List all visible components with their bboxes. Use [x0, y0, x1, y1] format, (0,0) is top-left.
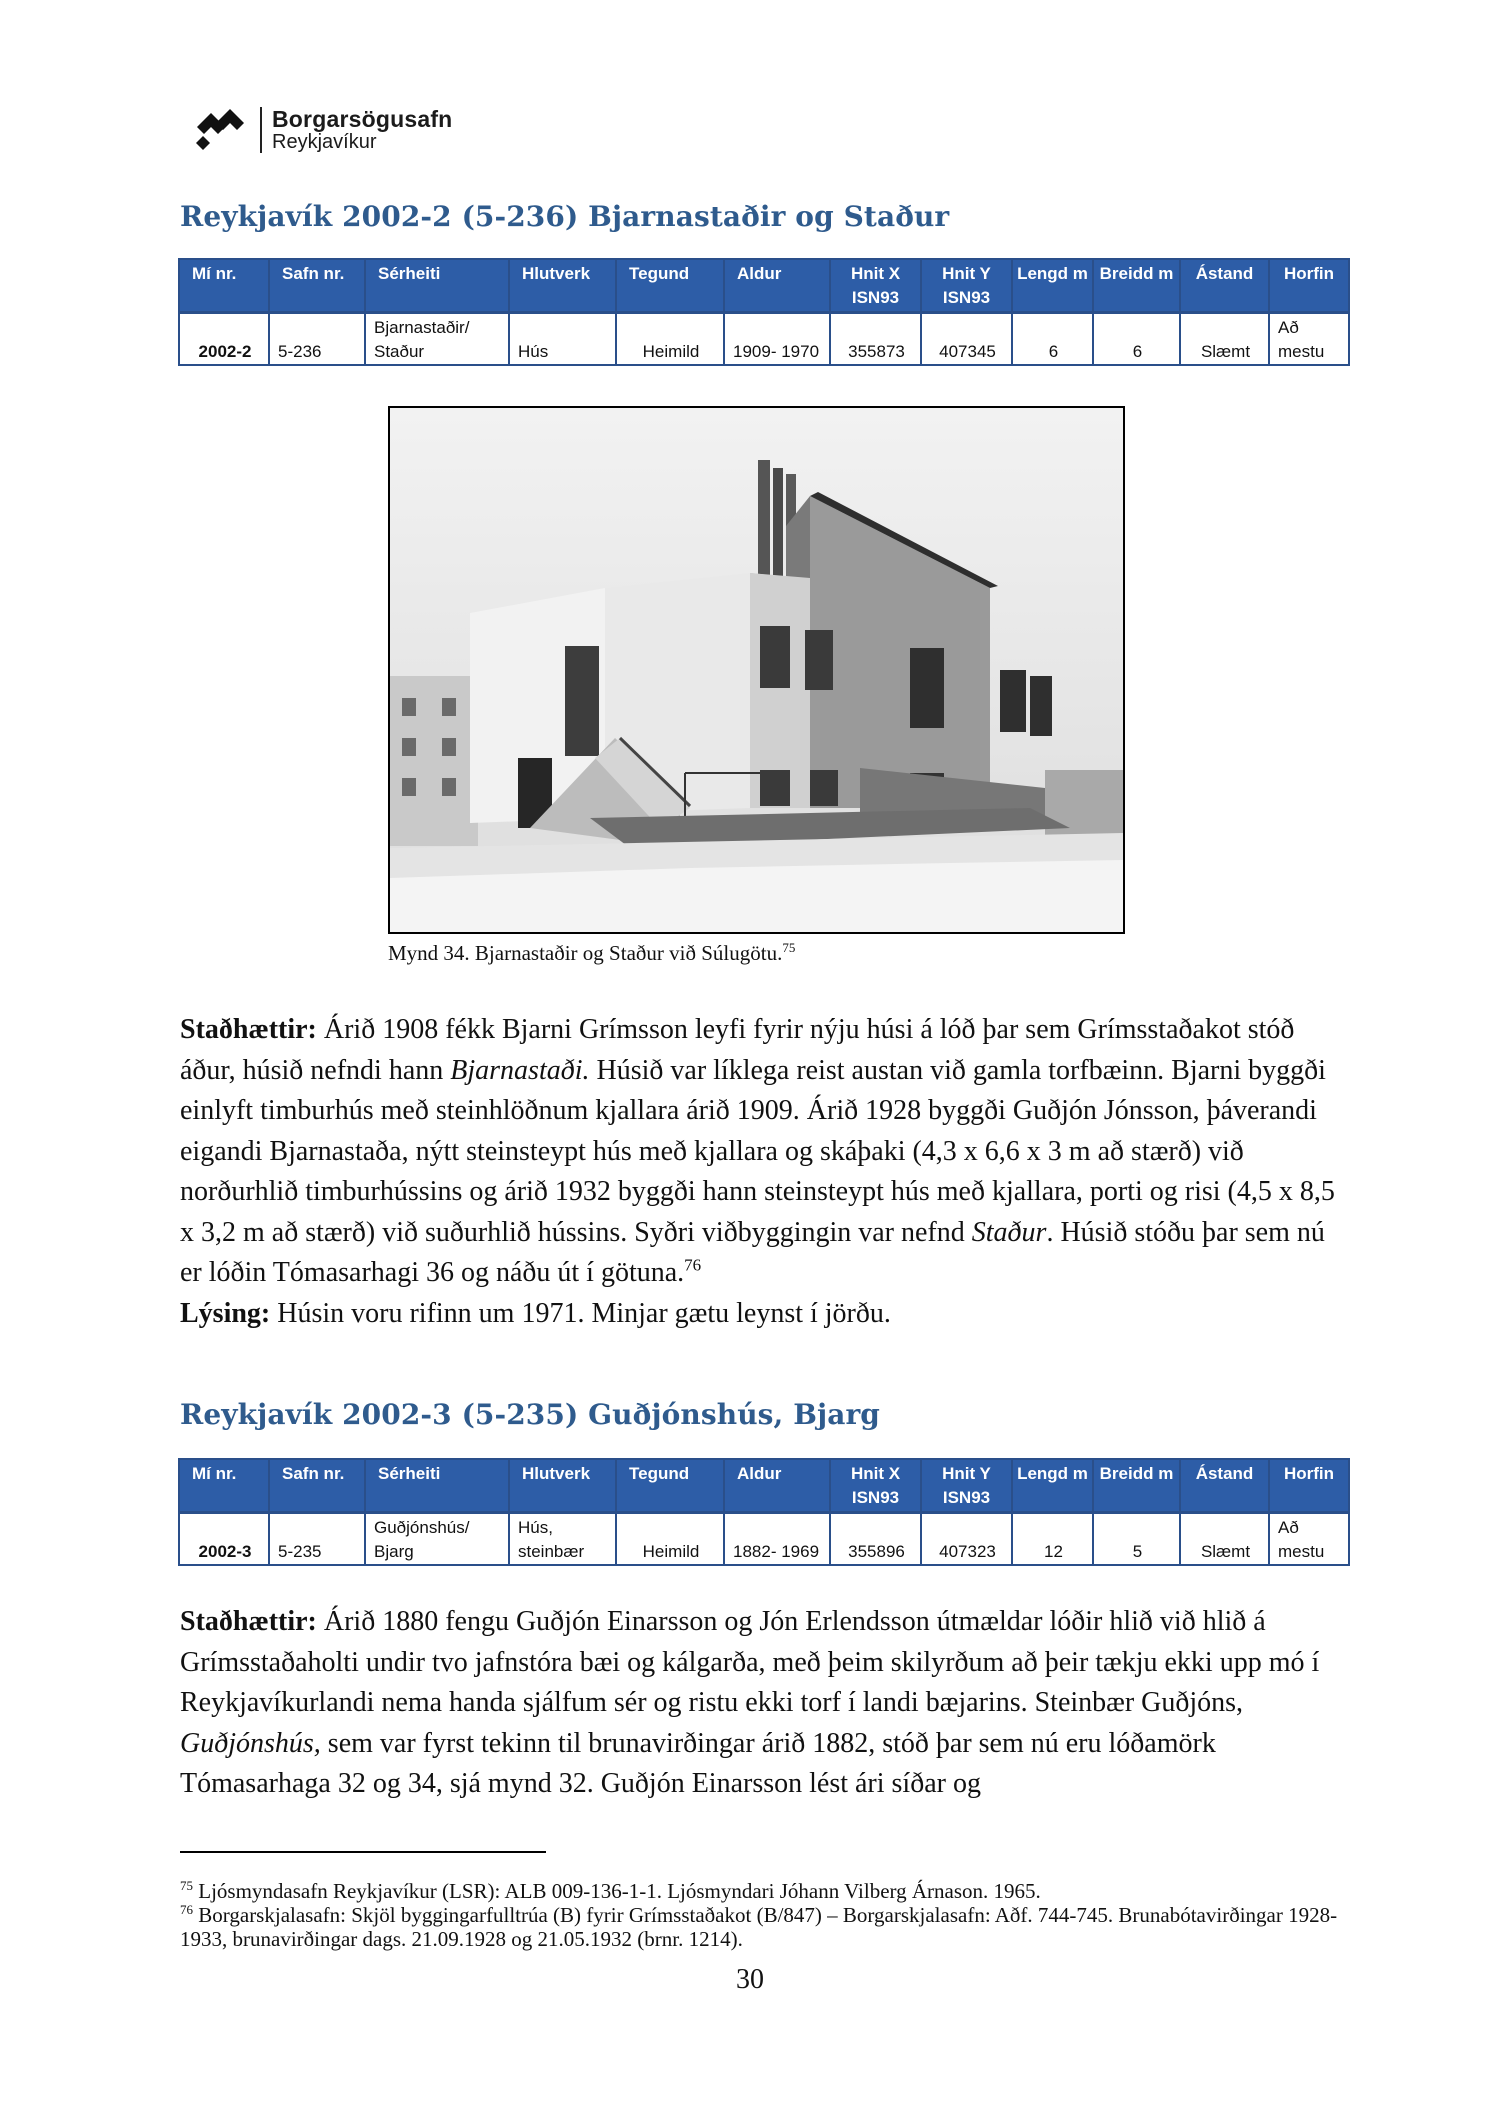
table-cell: 407345: [921, 313, 1012, 366]
register-table-2002-3: [178, 1458, 1350, 1566]
table-cell: Guðjónshús/ Bjarg: [365, 1513, 509, 1566]
table-cell: Að mestu: [1269, 1513, 1349, 1566]
logo-chevron-icon: [194, 107, 252, 153]
col-header: Lengd m: [1012, 1459, 1093, 1513]
col-header: Hnit Y ISN93: [921, 1459, 1012, 1513]
page-number: 30: [736, 1964, 764, 1995]
table-cell: 5-235: [269, 1513, 365, 1566]
text-run: Árið 1908 fékk Bjarni Grímsson leyfi fyrir nýju húsi á lóð þar sem Grímsstaðakot stóð áður, húsið nefndi hann: [180, 1014, 1295, 1086]
footnote: [180, 1898, 1360, 1951]
col-header: Breidd m: [1093, 1459, 1180, 1513]
footnote-separator: [180, 1851, 546, 1853]
text-run: . Húsið stóðu þar sem nú er lóðin Tómasarhagi 36 og náðu út í götuna.: [180, 1216, 1325, 1288]
col-header: Breidd m: [1093, 259, 1180, 313]
table-cell: 6: [1093, 313, 1180, 366]
table-row: [179, 313, 1349, 366]
col-header: Horfin: [1269, 1459, 1349, 1513]
col-header: Hlutverk: [509, 259, 616, 313]
table-cell: 1882- 1969: [724, 1513, 830, 1566]
table-row: [179, 1513, 1349, 1566]
table-cell: 2002-2: [179, 313, 269, 366]
caption-text: Mynd 34. Bjarnastaðir og Staður við Súlugötu.: [388, 941, 783, 965]
col-header: Safn nr.: [269, 1459, 365, 1513]
table-cell: 355873: [830, 313, 921, 366]
col-header: Mí nr.: [179, 259, 269, 313]
table-cell: Slæmt: [1180, 1513, 1269, 1566]
footnote-text: Ljósmyndasafn Reykjavíkur (LSR): ALB 009-136-1-1. Ljósmyndari Jóhann Vilberg Árnason. 1965.: [193, 1879, 1041, 1903]
table-cell: 12: [1012, 1513, 1093, 1566]
table-header-row: [179, 1459, 1349, 1513]
text-run: Árið 1880 fengu Guðjón Einarsson og Jón Erlendsson útmældar lóðir hlið við hlið á Grímsstaðaholti undir tvo jafnstóra bæi og kálgarða, með þeim skilyrðum að þeir tækju ekki upp mó í Reykjavíkurlandi nema handa sjálfum sér og ristu ekki torf í landi bæjarins. Steinbær Guðjóns,: [180, 1606, 1320, 1718]
col-header: Safn nr.: [269, 259, 365, 313]
label-lysing: Lýsing:: [180, 1297, 271, 1329]
register-table-2002-2: [178, 258, 1350, 366]
table-cell: 5-236: [269, 313, 365, 366]
col-header: Tegund: [616, 1459, 724, 1513]
text-run: Húsin voru rifinn um 1971. Minjar gætu leynst í jörðu.: [270, 1297, 891, 1329]
section-heading-2002-3: Reykjavík 2002-3 (5-235) Guðjónshús, Bjarg: [180, 1398, 880, 1431]
table-cell: 407323: [921, 1513, 1012, 1566]
col-header: Mí nr.: [179, 1459, 269, 1513]
italic-run: Guðjónshús,: [180, 1727, 321, 1759]
text-run: sem var fyrst tekinn til brunavirðingar árið 1882, stóð þar sem nú eru lóðamörk Tómasarhaga 32 og 34, sjá mynd 32. Guðjón Einarsson lést ári síðar og: [180, 1727, 1216, 1799]
logo-title: Borgarsögusafn: [272, 106, 453, 133]
footnote-text: Borgarskjalasafn: Skjöl byggingarfulltrúa (B) fyrir Grímsstaðakot (B/847) – Borgarskjalasafn: Aðf. 744-745. Brunabótavirðingar 1928-1933, brunavirðingar dags. 21.09.1928 og 21.05.1932 (brnr. 1214).: [180, 1903, 1338, 1951]
footnote-ref: 76: [684, 1255, 702, 1275]
table-cell: Slæmt: [1180, 313, 1269, 366]
footnote-number: 76: [180, 1902, 193, 1917]
logo-subtitle: Reykjavíkur: [272, 130, 377, 153]
photo-caption: [388, 940, 795, 966]
footnote-ref: 75: [782, 940, 796, 955]
col-header: Lengd m: [1012, 259, 1093, 313]
label-stadhaettir: Staðhættir:: [180, 1014, 317, 1045]
col-header: Aldur: [724, 259, 830, 313]
col-header: Aldur: [724, 1459, 830, 1513]
col-header: Hnit Y ISN93: [921, 259, 1012, 313]
body-paragraph: [180, 1602, 1350, 1805]
col-header: Hnit X ISN93: [830, 1459, 921, 1513]
table-cell: Hús, steinbær: [509, 1513, 616, 1566]
table-cell: 6: [1012, 313, 1093, 366]
table-cell: Að mestu: [1269, 313, 1349, 366]
text-run: Húsið var líklega reist austan við gamla torfbæinn. Bjarni byggði einlyft timburhús með steinhlöðnum kjallara árið 1909. Árið 1928 byggði Guðjón Jónsson, þáverandi eigandi Bjarnastaða, nýtt steinsteypt hús með kjallara og skáþaki (4,3 x 6,6 x 3 m að stærð) við norðurhlið timburhússins og árið 1932 byggði hann steinsteypt hús með kjallara, porti og risi (4,5 x 8,5 x 3,2 m að stærð) við suðurhlið hússins. Syðri viðbyggingin var nefnd: [180, 1054, 1335, 1248]
body-paragraph: [180, 1010, 1350, 1334]
col-header: Tegund: [616, 259, 724, 313]
italic-run: Staður: [971, 1216, 1047, 1248]
italic-run: Bjarnastaði.: [450, 1054, 590, 1086]
col-header: Ástand: [1180, 259, 1269, 313]
col-header: Hnit X ISN93: [830, 259, 921, 313]
col-header: Sérheiti: [365, 1459, 509, 1513]
logo-divider: [260, 107, 262, 153]
table-cell: Heimild: [616, 313, 724, 366]
museum-logo: [194, 104, 452, 156]
col-header: Ástand: [1180, 1459, 1269, 1513]
col-header: Hlutverk: [509, 1459, 616, 1513]
col-header: Horfin: [1269, 259, 1349, 313]
label-stadhaettir: Staðhættir:: [180, 1606, 317, 1637]
table-cell: Heimild: [616, 1513, 724, 1566]
table-cell: 2002-3: [179, 1513, 269, 1566]
table-cell: Hús: [509, 313, 616, 366]
col-header: Sérheiti: [365, 259, 509, 313]
table-header-row: [179, 259, 1349, 313]
table-cell: Bjarnastaðir/ Staður: [365, 313, 509, 366]
section-heading-2002-2: Reykjavík 2002-2 (5-236) Bjarnastaðir og Staður: [180, 200, 950, 233]
footnote-number: 75: [180, 1878, 193, 1893]
table-cell: 5: [1093, 1513, 1180, 1566]
house-photo: [388, 406, 1125, 934]
table-cell: 355896: [830, 1513, 921, 1566]
table-cell: 1909- 1970: [724, 313, 830, 366]
